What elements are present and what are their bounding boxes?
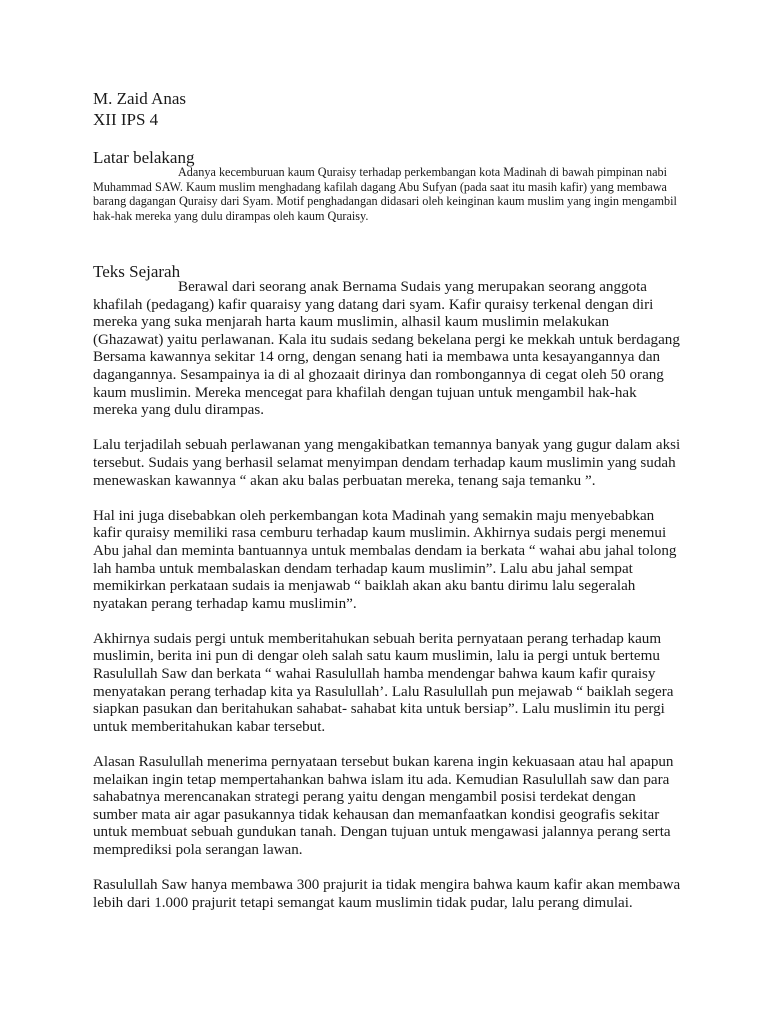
teks-paragraph-1-text: Berawal dari seorang anak Bernama Sudais yang merupakan seorang anggota khafilah (pedagang) kafir quaraisy yang datang dari syam. Kafir quraisy terkenal dengan diri mereka yang suka menjarah harta kaum muslimin, alhasil kaum muslimin melakukan (Ghazawat) yaitu perlawanan. Kala itu sudais sedang bekelana pergi ke mekkah untuk berdagang Bersama kawannya sekitar 14 orng, dengan senang hati ia membawa unta kesayangannya dan dagangannya. Sesampainya ia di al ghozaait dirinya dan rombongannya di cegat oleh 50 orang kaum muslimin. Mereka mencegat para khafilah dengan tujuan untuk mengambil hak-hak mereka yang dulu dirampas.	[93, 279, 680, 419]
teks-heading: Teks Sejarah	[93, 262, 181, 281]
author-name: M. Zaid Anas	[93, 89, 187, 108]
latar-paragraph	[93, 165, 683, 223]
latar-text: Adanya kecemburuan kaum Quraisy terhadap perkembangan kota Madinah di bawah pimpinan nabi Muhammad SAW. Kaum muslim menghadang kafilah dagang Abu Sufyan (pada saat itu masih kafir) yang membawa barang dagangan Quraisy dari Syam. Motif penghadangan didasari oleh keinginan kaum muslim yang ingin mengambil hak-hak mereka yang dulu dirampas oleh kaum Quraisy.	[93, 165, 677, 223]
teks-body	[93, 279, 683, 930]
teks-paragraph-3: Hal ini juga disebabkan oleh perkembangan kota Madinah yang semakin maju menyebabkan kafir quraisy memiliki rasa cemburu terhadap kaum muslimin. Akhirnya sudais pergi menemui Abu jahal dan meminta bantuannya untuk membalas dendam ia berkata “ wahai abu jahal tolong lah hamba untuk membalaskan dendam terhadap kaum muslimin”. Lalu abu jahal sempat memikirkan perkataan sudais ia menjawab “ baiklah akan aku bantu dirimu lalu segeralah nyatakan perang terhadap kamu muslimin”.	[93, 507, 677, 612]
teks-paragraph-2: Lalu terjadilah sebuah perlawanan yang mengakibatkan temannya banyak yang gugur dalam aksi tersebut. Sudais yang berhasil selamat menyimpan dendam terhadap kaum muslimin yang sudah menewaskan kawannya “ akan aku balas perbuatan mereka, tenang saja temanku ”.	[93, 437, 681, 489]
latar-heading: Latar belakang	[93, 148, 195, 167]
teks-paragraph-6: Rasulullah Saw hanya membawa 300 prajurit ia tidak mengira bahwa kaum kafir akan membawa lebih dari 1.000 prajurit tetapi semangat kaum muslimin tidak pudar, lalu perang dimulai.	[93, 877, 681, 911]
teks-paragraph-4: Akhirnya sudais pergi untuk memberitahukan sebuah berita pernyataan perang terhadap kaum muslimin, berita ini pun di dengar oleh salah satu kaum muslimin, lalu ia pergi untuk bertemu Rasulullah Saw dan berkata “ wahai Rasulullah hamba mendengar bahwa kaum kafir quraisy menyatakan perang terhadap kita ya Rasulullah’. Lalu Rasulullah pun mejawab “ baiklah segera siapkan pasukan dan beritahukan sahabat- sahabat kita untuk bersiap”. Lalu muslimin itu pergi untuk memberitahukan kabar tersebut.	[93, 630, 674, 735]
teks-paragraph-5: Alasan Rasulullah menerima pernyataan tersebut bukan karena ingin kekuasaan atau hal apapun melaikan ingin tetap mempertahankan bahwa islam itu ada. Kemudian Rasulullah saw dan para sahabatnya merencanakan strategi perang yaitu dengan mengambil posisi terdekat dengan sumber mata air agar pasukannya tidak kehausan dan memanfaatkan kondisi geografis sekitar untuk membuat sebuah gundukan tanah. Dengan tujuan untuk mengawasi jalannya perang serta memprediksi pola serangan lawan.	[93, 754, 674, 858]
author-class: XII IPS 4	[93, 110, 159, 129]
teks-paragraph-1	[93, 279, 683, 420]
author-block	[93, 88, 186, 130]
